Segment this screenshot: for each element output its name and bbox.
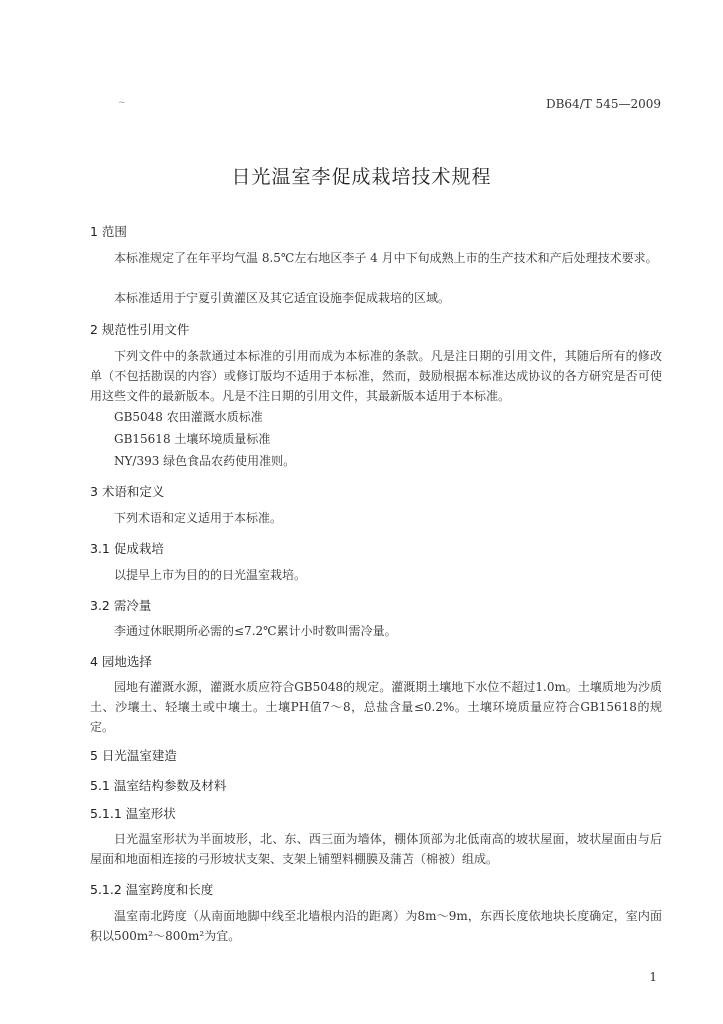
- section-5-heading: 5 日光温室建造: [90, 748, 177, 763]
- section-2-heading: 2 规范性引用文件: [90, 322, 190, 337]
- section-3-para-1: 下列术语和定义适用于本标准。: [114, 511, 283, 525]
- section-4-para-1: 园地有灌溉水源，灌溉水质应符合GB5048的规定。灌溉期土壤地下水位不超过1.0m。土壤质地为沙质土、沙壤土、轻壤土或中壤土。土壤PH值7～8，总盐含量≤0.2%。土壤环境质量应符合GB15618的规定。: [90, 680, 662, 734]
- section-3-1-para: 以提早上市为目的的日光温室栽培。: [114, 568, 307, 582]
- document-title: 日光温室李促成栽培技术规程: [231, 166, 492, 188]
- reference-item: GB15618 土壤环境质量标准: [114, 432, 271, 446]
- section-2-para-1: 下列文件中的条款通过本标准的引用而成为本标准的条款。凡是注日期的引用文件，其随后所有的修改单（不包括勘误的内容）或修订版均不适用于本标准，然而，鼓励根据本标准达成协议的各方研究是否可使用这些文件的最新版本。凡是不注日期的引用文件，其最新版本适用于本标准。: [90, 349, 662, 403]
- section-5-1-2-para: 温室南北跨度（从南面地脚中线至北墙根内沿的距离）为8m～9m，东西长度依地块长度确定，室内面积以500m²～800m²为宜。: [90, 909, 662, 943]
- section-5-1-2-heading: 5.1.2 温室跨度和长度: [90, 882, 214, 897]
- section-1-para-1: 本标准规定了在年平均气温 8.5℃左右地区李子 4 月中下旬成熟上市的生产技术和产后处理技术要求。: [114, 251, 658, 265]
- page-number: 1: [649, 970, 657, 984]
- reference-item: NY/393 绿色食品农药使用准则。: [114, 454, 296, 468]
- section-5-1-1-heading: 5.1.1 温室形状: [90, 806, 176, 821]
- section-5-1-heading: 5.1 温室结构参数及材料: [90, 778, 227, 793]
- section-1-para-2: 本标准适用于宁夏引黄灌区及其它适宜设施李促成栽培的区域。: [114, 291, 451, 305]
- section-5-1-1-para: 日光温室形状为半面坡形，北、东、西三面为墙体，棚体顶部为北低南高的坡状屋面，坡状屋面由与后屋面和地面相连接的弓形坡状支架、支架上铺塑料棚膜及蒲苫（棉被）组成。: [90, 832, 662, 866]
- section-4-heading: 4 园地选择: [90, 654, 152, 669]
- standard-code: DB64/T 545—2009: [545, 97, 661, 111]
- section-3-2-heading: 3.2 需冷量: [90, 598, 152, 613]
- reference-item: GB5048 农田灌溉水质标准: [114, 410, 263, 424]
- section-3-1-heading: 3.1 促成栽培: [90, 541, 164, 556]
- section-3-heading: 3 术语和定义: [90, 484, 165, 499]
- section-3-2-para: 李通过休眠期所必需的≤7.2℃累计小时数叫需冷量。: [114, 624, 397, 638]
- section-1-heading: 1 范围: [90, 224, 127, 239]
- header-mark: ~: [118, 98, 126, 108]
